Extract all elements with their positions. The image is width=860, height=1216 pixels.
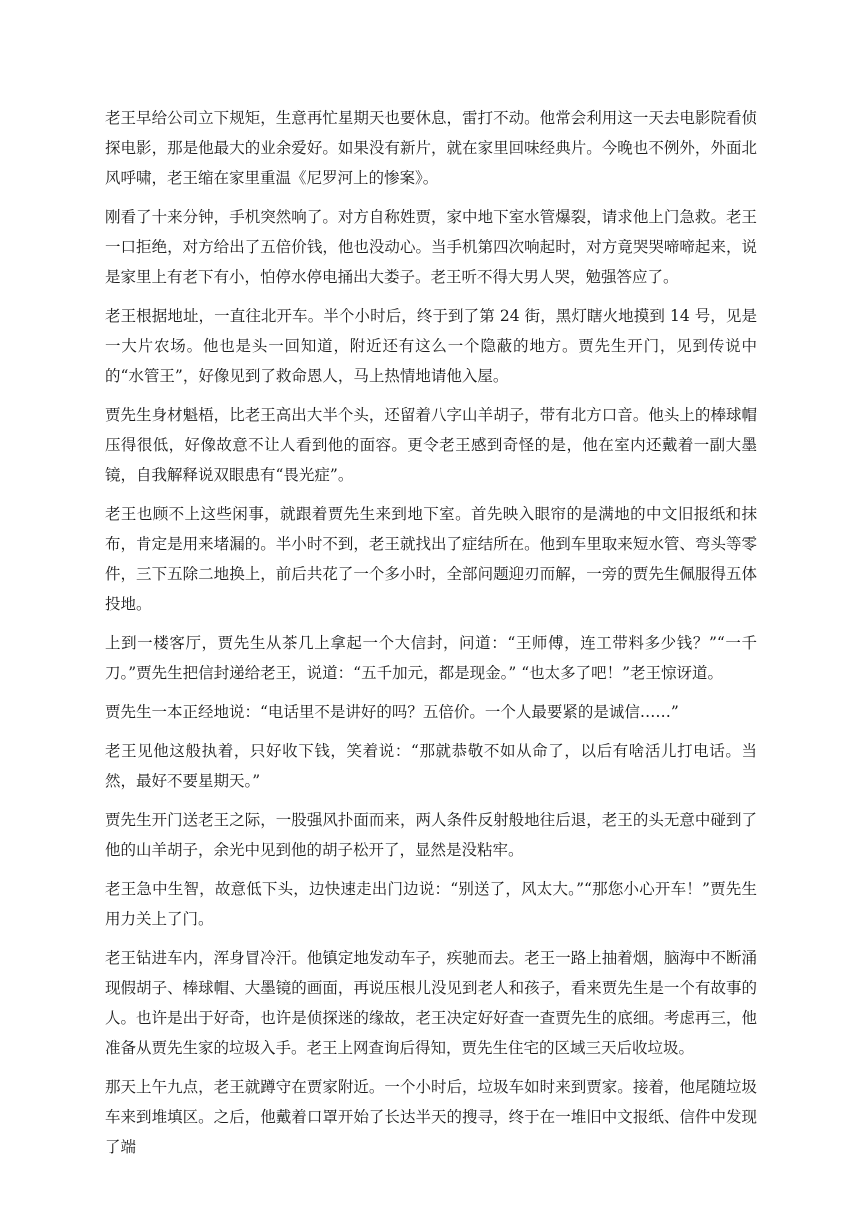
paragraph-10: 老王急中生智，故意低下头，边快速走出门边说：“别送了，风太大。”“那您小心开车！”贾先生用力关上了门。 — [105, 880, 757, 928]
paragraph-4: 贾先生身材魁梧，比老王高出大半个头，还留着八字山羊胡子，带有北方口音。他头上的棒球帽压得很低，好像故意不让人看到他的面容。更令老王感到奇怪的是，他在室内还戴着一副大墨镜，自我解释说双眼患有“畏光症”。 — [105, 406, 757, 484]
paragraph-7: 贾先生一本正经地说：“电话里不是讲好的吗？五倍价。一个人最要紧的是诚信……” — [105, 703, 679, 721]
paragraph-11: 老王钻进车内，浑身冒冷汗。他镇定地发动车子，疾驰而去。老王一路上抽着烟，脑海中不断涌现假胡子、棒球帽、大墨镜的画面，再说压根儿没见到老人和孩子，看来贾先生是一个有故事的人。也许是出于好奇，也许是侦探迷的缘故，老王决定好好查一查贾先生的底细。考虑再三，他准备从贾先生家的垃圾入手。老王上网查询后得知，贾先生住宅的区域三天后收垃圾。 — [105, 949, 757, 1057]
paragraph-6: 上到一楼客厅，贾先生从茶几上拿起一个大信封，问道：“王师傅，连工带料多少钱？”“一千刀。”贾先生把信封递给老王，说道：“五千加元，都是现金。” “也太多了吧！”老王惊讶道。 — [105, 634, 757, 682]
paragraph-8: 老王见他这般执着，只好收下钱，笑着说：“那就恭敬不如从命了，以后有啥活儿打电话。当然，最好不要星期天。” — [105, 742, 757, 790]
paragraph-9: 贾先生开门送老王之际，一股强风扑面而来，两人条件反射般地往后退，老王的头无意中碰到了他的山羊胡子，余光中见到他的胡子松开了，显然是没粘牢。 — [105, 811, 757, 859]
paragraph-2: 刚看了十来分钟，手机突然响了。对方自称姓贾，家中地下室水管爆裂，请求他上门急救。老王一口拒绝，对方给出了五倍价钱，他也没动心。当手机第四次响起时，对方竟哭哭啼啼起来，说是家里上有老下有小，怕停水停电捅出大娄子。老王听不得大男人哭，勉强答应了。 — [105, 208, 757, 286]
paragraph-1: 老王早给公司立下规矩，生意再忙星期天也要休息，雷打不动。他常会利用这一天去电影院看侦探电影，那是他最大的业余爱好。如果没有新片，就在家里回味经典片。今晚也不例外，外面北风呼啸，老王缩在家里重温《尼罗河上的惨案》。 — [105, 109, 757, 187]
paragraph-5: 老王也顾不上这些闲事，就跟着贾先生来到地下室。首先映入眼帘的是满地的中文旧报纸和抹布，肯定是用来堵漏的。半小时不到，老王就找出了症结所在。他到车里取来短水管、弯头等零件，三下五除二地换上，前后共花了一个多小时，全部问题迎刃而解，一旁的贾先生佩服得五体投地。 — [105, 505, 757, 613]
paragraph-12: 那天上午九点，老王就蹲守在贾家附近。一个小时后，垃圾车如时来到贾家。接着，他尾随垃圾车来到堆填区。之后，他戴着口罩开始了长达半天的搜寻，终于在一堆旧中文报纸、信件中发现了端 — [105, 1078, 757, 1156]
paragraph-3: 老王根据地址，一直往北开车。半个小时后，终于到了第 24 街，黑灯瞎火地摸到 14 号，见是一大片农场。他也是头一回知道，附近还有这么一个隐蔽的地方。贾先生开门，见到传说中的“水管王”，好像见到了救命恩人，马上热情地请他入屋。 — [105, 307, 757, 385]
document-page — [105, 103, 757, 1171]
